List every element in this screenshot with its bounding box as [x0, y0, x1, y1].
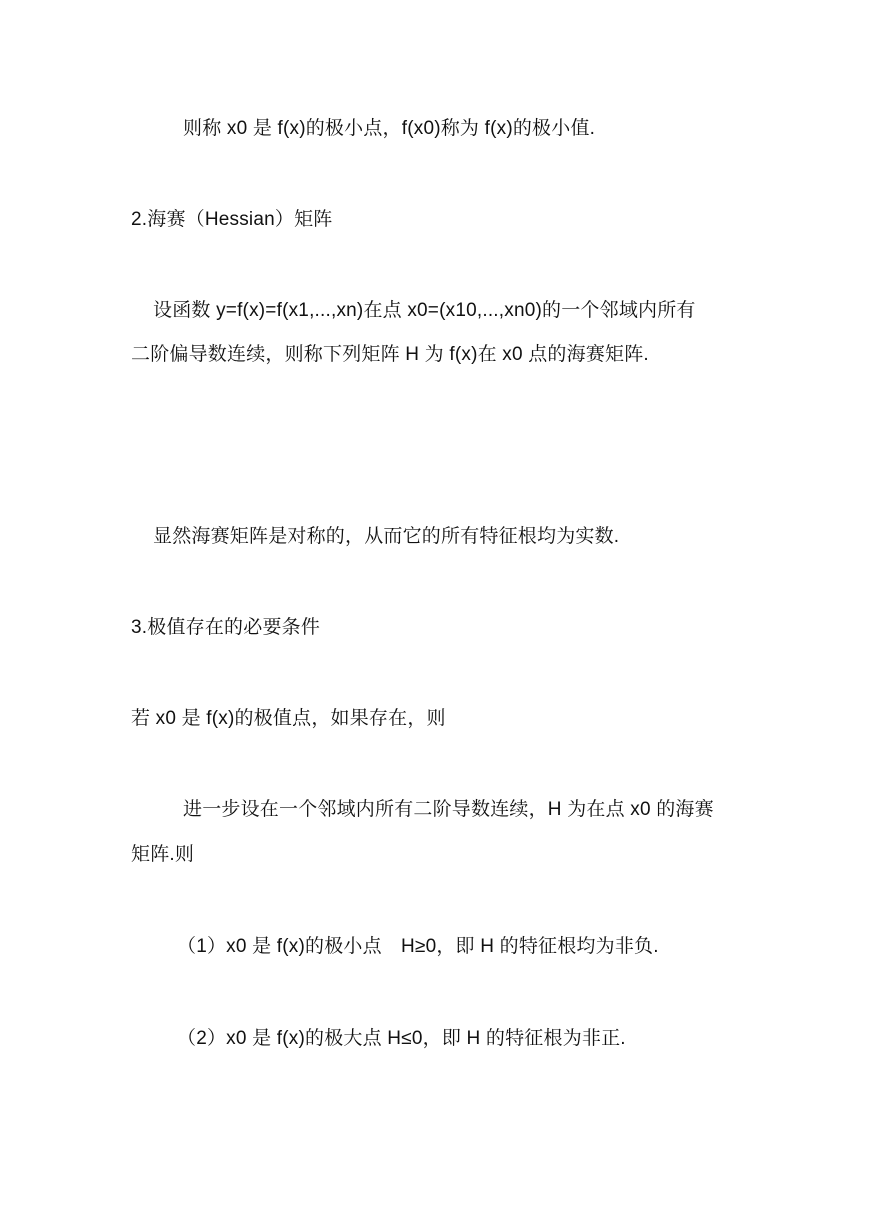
paragraph-hessian-definition-line2: 二阶偏导数连续，则称下列矩阵 H 为 f(x)在 x0 点的海赛矩阵.	[131, 344, 649, 365]
list-item-minimum-condition: （1）x0 是 f(x)的极小点 H≥0，即 H 的特征根均为非负.	[177, 936, 659, 957]
paragraph-hessian-symmetric: 显然海赛矩阵是对称的，从而它的所有特征根均为实数.	[153, 526, 620, 547]
paragraph-minimum-definition: 则称 x0 是 f(x)的极小点，f(x0)称为 f(x)的极小值.	[183, 118, 596, 139]
list-item-maximum-condition: （2）x0 是 f(x)的极大点 H≤0，即 H 的特征根为非正.	[177, 1028, 626, 1049]
paragraph-extremum-point: 若 x0 是 f(x)的极值点，如果存在，则	[131, 708, 446, 729]
section-heading-necessary-condition: 3.极值存在的必要条件	[131, 617, 321, 638]
section-heading-hessian: 2.海赛（Hessian）矩阵	[131, 209, 333, 230]
paragraph-second-derivative-line1: 进一步设在一个邻域内所有二阶导数连续，H 为在点 x0 的海赛	[183, 799, 714, 820]
paragraph-hessian-definition-line1: 设函数 y=f(x)=f(x1,...,xn)在点 x0=(x10,...,xn0)的一个邻域内所有	[153, 300, 696, 321]
paragraph-second-derivative-line2: 矩阵.则	[131, 844, 195, 865]
